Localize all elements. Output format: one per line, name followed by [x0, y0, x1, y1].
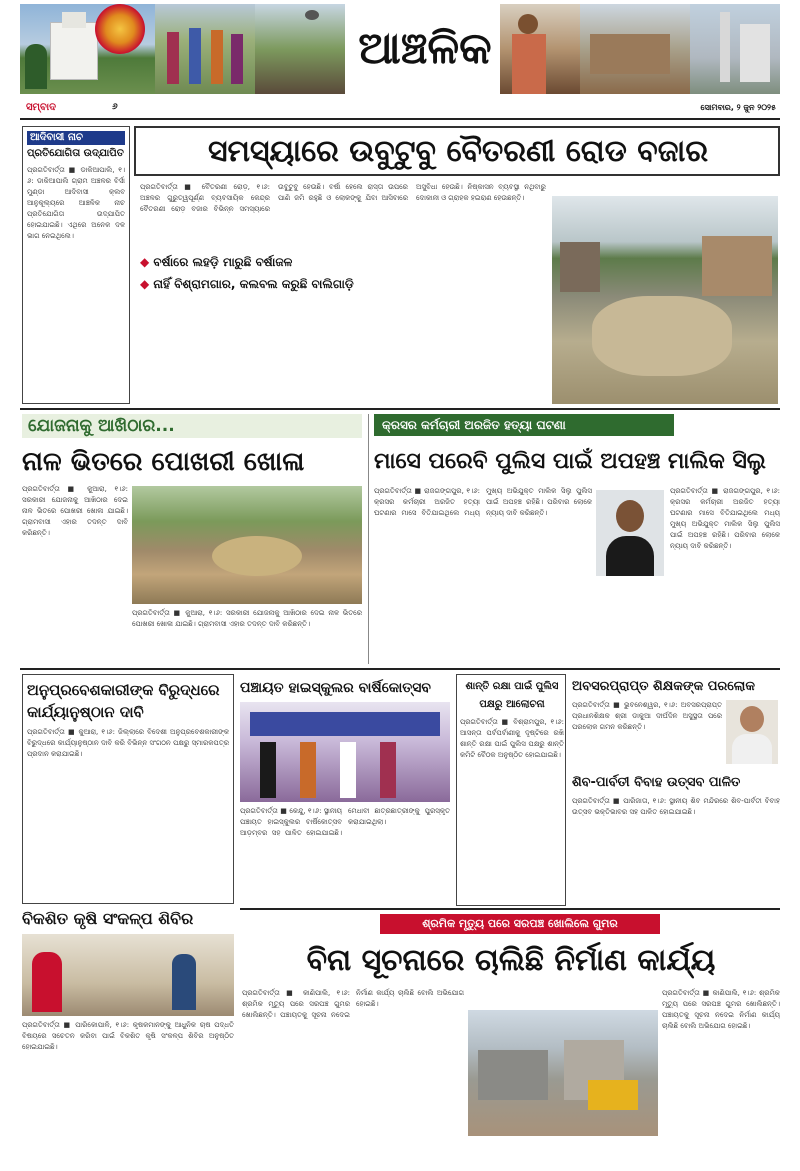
- vertical-rule-1: [368, 414, 369, 664]
- masthead-photo-factory: [690, 4, 780, 94]
- paper-name: ସମ୍ବାଦ: [26, 102, 56, 113]
- story-7-body: ପ୍ରଗତିବାର୍ତ୍ତା ■ ଭୁବନେଶ୍ୱର, ୧।୬: ଅବସରପ୍ରାପ୍ତ ପ୍ରଧାନଶିକ୍ଷକ ଶ୍ରୀ ଡାକୁଆ ଦୀର୍ଘଦିନ ଅସୁସ୍ଥତା ପରେ ପରଲୋକ ଗମନ କରିଛନ୍ତି।: [572, 701, 722, 731]
- story-5-body: ପ୍ରଗତିବାର୍ତ୍ତା ■ କେନ୍ଦୁ, ୧।୬: ସ୍ଥାନୀୟ ପଞ୍ଚାୟତ ହାଇସ୍କୁଲର ବାର୍ଷିକୋତ୍ସବ ଆଡ଼ମ୍ବର ସହ ପାଳିତ ହୋଇଯାଇଛି। ମେଧାବୀ ଛାତ୍ରଛାତ୍ରୀଙ୍କୁ ପୁରସ୍କୃତ କରାଯାଇଥିଲା।: [240, 807, 450, 837]
- sidebar-box: [22, 126, 130, 404]
- story-6-headline-text: ଶାନ୍ତି ରକ୍ଷା ପାଇଁ ପୁଲିସ ପକ୍ଷରୁ ଆଲୋଚନା: [465, 681, 559, 710]
- story-1-photo-flooded-road: [552, 196, 778, 404]
- story-3-photo-portrait: [596, 490, 664, 576]
- story-4-body: ପ୍ରଗତିବାର୍ତ୍ତା ■ କୁଆରା, ୧।୬: ଜିଲ୍ଲାରେ ବିଦେଶୀ ଅନୁପ୍ରବେଶକାରୀଙ୍କ ବିରୁଦ୍ଧରେ କାର୍ଯ୍ୟାନୁଷ୍ଠାନ ଦାବି କରି ବିଭିନ୍ନ ସଂଗଠନ ପକ୍ଷରୁ ସ୍ମାରକପତ୍ର ପ୍ରଦାନ କରାଯାଇଛି।: [27, 728, 229, 758]
- story-2-body-col-2: ପ୍ରଗତିବାର୍ତ୍ତା ■ କୁଆରା, ୧।୬: ସରକାରୀ ଯୋଜନାକୁ ଆଖିଠାର ଦେଇ ନାଳ ଭିତରେ ପୋଖରୀ ଖୋଳା ଯାଇଛି। ଗ୍ରାମବାସୀ ଏହାର ତଦନ୍ତ ଦାବି କରିଛନ୍ତି।: [132, 609, 362, 628]
- masthead-photo-people: [500, 4, 580, 94]
- masthead-photo-women-pots: [155, 4, 255, 94]
- story-5-photo-ceremony: [240, 702, 450, 802]
- story-1-headline: ସମସ୍ୟାରେ ଉବୁଟୁବୁ ବୈତରଣୀ ରୋଡ ବଜାର: [207, 134, 709, 169]
- story-3-headline: ମାସେ ପରେବି ପୁଲିସ ପାଇଁ ଅପହଞ୍ଚ ମାଲିକ ସିଲୁ: [374, 449, 766, 474]
- story-7-photo-portrait: [726, 700, 778, 764]
- story-9-body: ପ୍ରଗତିବାର୍ତ୍ତା ■ ପାରିକୋପାଳି, ୧।୬: କୃଷକମାନଙ୍କୁ ଆଧୁନିକ ଚାଷ ପଦ୍ଧତି ବିଷୟରେ ସଚେତନ କରିବା ପାଇଁ ବିକଶିତ କୃଷି ସଂକଳ୍ପ ଶିବିର ଅନୁଷ୍ଠିତ ହୋଇଯାଇଛି।: [22, 1021, 234, 1051]
- divider-1: [20, 408, 780, 410]
- story-8-body: ପ୍ରଗତିବାର୍ତ୍ତା ■ ପାରିଜାତା, ୧।୬: ସ୍ଥାନୀୟ ଶିବ ମନ୍ଦିରରେ ଶିବ-ପାର୍ବତୀ ବିବାହ ଉତ୍ସବ ଭକ୍ତିଭାବର ସହ ପାଳିତ ହୋଇଯାଇଛି।: [572, 797, 780, 816]
- story-10-kicker: ଶ୍ରମିକ ମୃତ୍ୟୁ ପରେ ସରପଞ୍ଚ ଖୋଲିଲେ ଗୁମର: [380, 914, 660, 934]
- page-number: ୬: [112, 102, 118, 112]
- story-10-photo-construction: [468, 1010, 658, 1136]
- story-1-subhead-2-text: ନାହିଁ ବିଶ୍ରାମଗାର, କଲବଲ କରୁଛି ବାଲିଗାଡ଼ି: [153, 277, 354, 291]
- sidebar-body: ପ୍ରଗତିବାର୍ତ୍ତା ■ ଡାକିଆପାଲି, ୧।୬: ଡାକିଆପାଲି ଗ୍ରାମ ଅଞ୍ଚଳର ବିର୍ସା ମୁଣ୍ଡା ଆଦିବାସୀ କ୍ଲବ ଆନୁକୂଲ୍ୟରେ ଆଞ୍ଚଳିକ ନାଚ ପ୍ରତିଯୋଗିତା ଉଦ୍‌ଯାପିତ ହୋଇଯାଇଛି। ଏଥିରେ ଅନେକ ଦଳ ଭାଗ ନେଇଥିଲେ।: [27, 166, 125, 240]
- story-1-body: ପ୍ରଗତିବାର୍ତ୍ତା ■ ବୈତରଣୀ ରୋଡ଼, ୧।୬: ଅଞ୍ଚଳର ଗୁରୁତ୍ୱପୂର୍ଣ୍ଣ ବ୍ୟବସାୟିକ କେନ୍ଦ୍ର ବୈତରଣୀ ରୋଡ଼ ବଜାର ବିଭିନ୍ନ ସମସ୍ୟାରେ ଉବୁଟୁବୁ ହେଉଛି। ବର୍ଷା ହେଲେ ରାସ୍ତା ଉପରେ ପାଣି ଜମି ରହୁଛି ଓ ଲୋକଙ୍କୁ ଯିବା ଆସିବାରେ ଅସୁବିଧା ହେଉଛି। ନିଷ୍କାସନ ବ୍ୟବସ୍ଥା ନଥିବାରୁ ଦୋକାନୀ ଓ ଗ୍ରାହକ ହଇରାଣ ହେଉଛନ୍ତି।: [140, 183, 546, 213]
- story-10-body-col-3: ପ୍ରଗତିବାର୍ତ୍ତା ■ କାଣିପାଲି, ୧।୬: ଶ୍ରମିକ ମୃତ୍ୟୁ ପରେ ସରପଞ୍ଚ ଗୁମର ଖୋଲିଛନ୍ତି। ପଞ୍ଚାୟତକୁ ସୂଚନା ନଦେଇ ନିର୍ମାଣ କାର୍ଯ୍ୟ ଚାଲିଛି ବୋଲି ଅଭିଯୋଗ ହୋଇଛି।: [662, 989, 780, 1030]
- story-6-headline: [460, 678, 564, 714]
- story-2-kicker: ଯୋଜନାକୁ ଆଖିଠାର...: [22, 414, 362, 438]
- story-1-subhead-1-text: ବର୍ଷାରେ ଲହଡ଼ି ମାରୁଛି ବର୍ଷାଜଳ: [153, 255, 293, 269]
- masthead-photo-ruins: [580, 4, 690, 94]
- bullet-icon: ◆: [140, 255, 154, 269]
- story-4-headline-text: ଅନୁପ୍ରବେଶକାରୀଙ୍କ ବିରୁଦ୍ଧରେ କାର୍ଯ୍ୟାନୁଷ୍ଠାନ ଦାବି: [27, 681, 220, 721]
- story-4-headline: [27, 679, 229, 723]
- masthead: [20, 4, 780, 100]
- issue-date: ସୋମବାର, ୨ ଜୁନ ୨୦୨୫: [700, 103, 776, 112]
- story-5-headline: ପଞ୍ଚାୟତ ହାଇସ୍କୁଲର ବାର୍ଷିକୋତ୍ସବ: [240, 680, 431, 696]
- masthead-photo-idol: [95, 4, 145, 54]
- story-2-headline: ନାଳ ଭିତରେ ପୋଖରୀ ଖୋଳା: [22, 447, 305, 477]
- story-9-photo-camp: [22, 934, 234, 1016]
- divider-3: [240, 908, 780, 910]
- section-title: ଆଞ୍ଚଳିକ: [358, 23, 492, 74]
- story-9-headline: ବିକଶିତ କୃଷି ସଂକଳ୍ପ ଶିବିର: [22, 909, 194, 928]
- story-3-kicker: କ୍ରସର କର୍ମଚାରୀ ଅରଜିତ ହତ୍ୟା ଘଟଣା: [374, 414, 674, 436]
- story-3-body-col-3: ପ୍ରଗତିବାର୍ତ୍ତା ■ ରାଜଗଙ୍ଗପୁର, ୧।୬: କ୍ରସର କର୍ମଚାରୀ ଅରଜିତ ହତ୍ୟା ଘଟଣାର ମାସେ ବିତିଯାଇଥିଲେ ମଧ୍ୟ ମୁଖ୍ୟ ଅଭିଯୁକ୍ତ ମାଲିକ ସିଲୁ ପୁଲିସ ପାଇଁ ଅପହଞ୍ଚ ରହିଛି। ପରିବାର ଲୋକେ ନ୍ୟାୟ ଦାବି କରିଛନ୍ତି।: [670, 487, 780, 550]
- story-2-photo-pond: [132, 486, 362, 604]
- story-7-headline: ଅବସରପ୍ରାପ୍ତ ଶିକ୍ଷକଙ୍କ ପରଲୋକ: [572, 679, 755, 694]
- story-8-headline: ଶିବ-ପାର୍ବତୀ ବିବାହ ଉତ୍ସବ ପାଳିତ: [572, 775, 741, 790]
- story-10-body: ପ୍ରଗତିବାର୍ତ୍ତା ■ କାଣିପାଲି, ୧।୬: ଶ୍ରମିକ ମୃତ୍ୟୁ ପରେ ସରପଞ୍ଚ ଗୁମର ଖୋଲିଛନ୍ତି। ପଞ୍ଚାୟତକୁ ସୂଚନା ନଦେଇ ନିର୍ମାଣ କାର୍ଯ୍ୟ ଚାଲିଛି ବୋଲି ଅଭିଯୋଗ ହୋଇଛି।: [242, 989, 464, 1019]
- bullet-icon: ◆: [140, 277, 154, 291]
- masthead-photo-forest: [255, 4, 345, 94]
- story-10-headline: ବିନା ସୂଚନାରେ ଚାଲିଛି ନିର୍ମାଣ କାର୍ଯ୍ୟ: [306, 943, 716, 978]
- story-3-body: ପ୍ରଗତିବାର୍ତ୍ତା ■ ରାଜଗଙ୍ଗପୁର, ୧।୬: କ୍ରସର କର୍ମଚାରୀ ଅରଜିତ ହତ୍ୟା ଘଟଣାର ମାସେ ବିତିଯାଇଥିଲେ ମଧ୍ୟ ମୁଖ୍ୟ ଅଭିଯୁକ୍ତ ମାଲିକ ସିଲୁ ପୁଲିସ ପାଇଁ ଅପହଞ୍ଚ ରହିଛି। ପରିବାର ଲୋକେ ନ୍ୟାୟ ଦାବି କରିଛନ୍ତି।: [374, 487, 592, 517]
- story-2-body-col-1: ପ୍ରଗତିବାର୍ତ୍ତା ■ କୁଆରା, ୧।୬: ସରକାରୀ ଯୋଜନାକୁ ଆଖିଠାର ଦେଇ ନାଳ ଭିତରେ ପୋଖରୀ ଖୋଳା ଯାଇଛି। ଗ୍ରାମବାସୀ ଏହାର ତଦନ୍ତ ଦାବି କରିଛନ୍ତି।: [22, 485, 128, 537]
- sidebar-kicker: ଆଦିବାସୀ ନାଚ: [27, 131, 125, 145]
- story-6-box: [456, 674, 566, 906]
- folio-bar: [20, 100, 780, 120]
- divider-2: [20, 668, 780, 670]
- story-1-headline-box: [134, 126, 780, 176]
- story-4-box: [22, 674, 234, 904]
- story-6-body: ପ୍ରଗତିବାର୍ତ୍ତା ■ ବିଶ୍ରାମପୁର, ୧।୬: ଆସନ୍ତା ପର୍ବପର୍ବାଣୀକୁ ଦୃଷ୍ଟିରେ ରଖି ଶାନ୍ତି ରକ୍ଷା ପାଇଁ ପୁଲିସ ପକ୍ଷରୁ ଶାନ୍ତି କମିଟି ବୈଠକ ଅନୁଷ୍ଠିତ ହୋଇଯାଇଛି।: [460, 718, 564, 759]
- sidebar-headline: ପ୍ରତିଯୋଗିତା ଉଦ୍‌ଯାପିତ: [27, 148, 124, 159]
